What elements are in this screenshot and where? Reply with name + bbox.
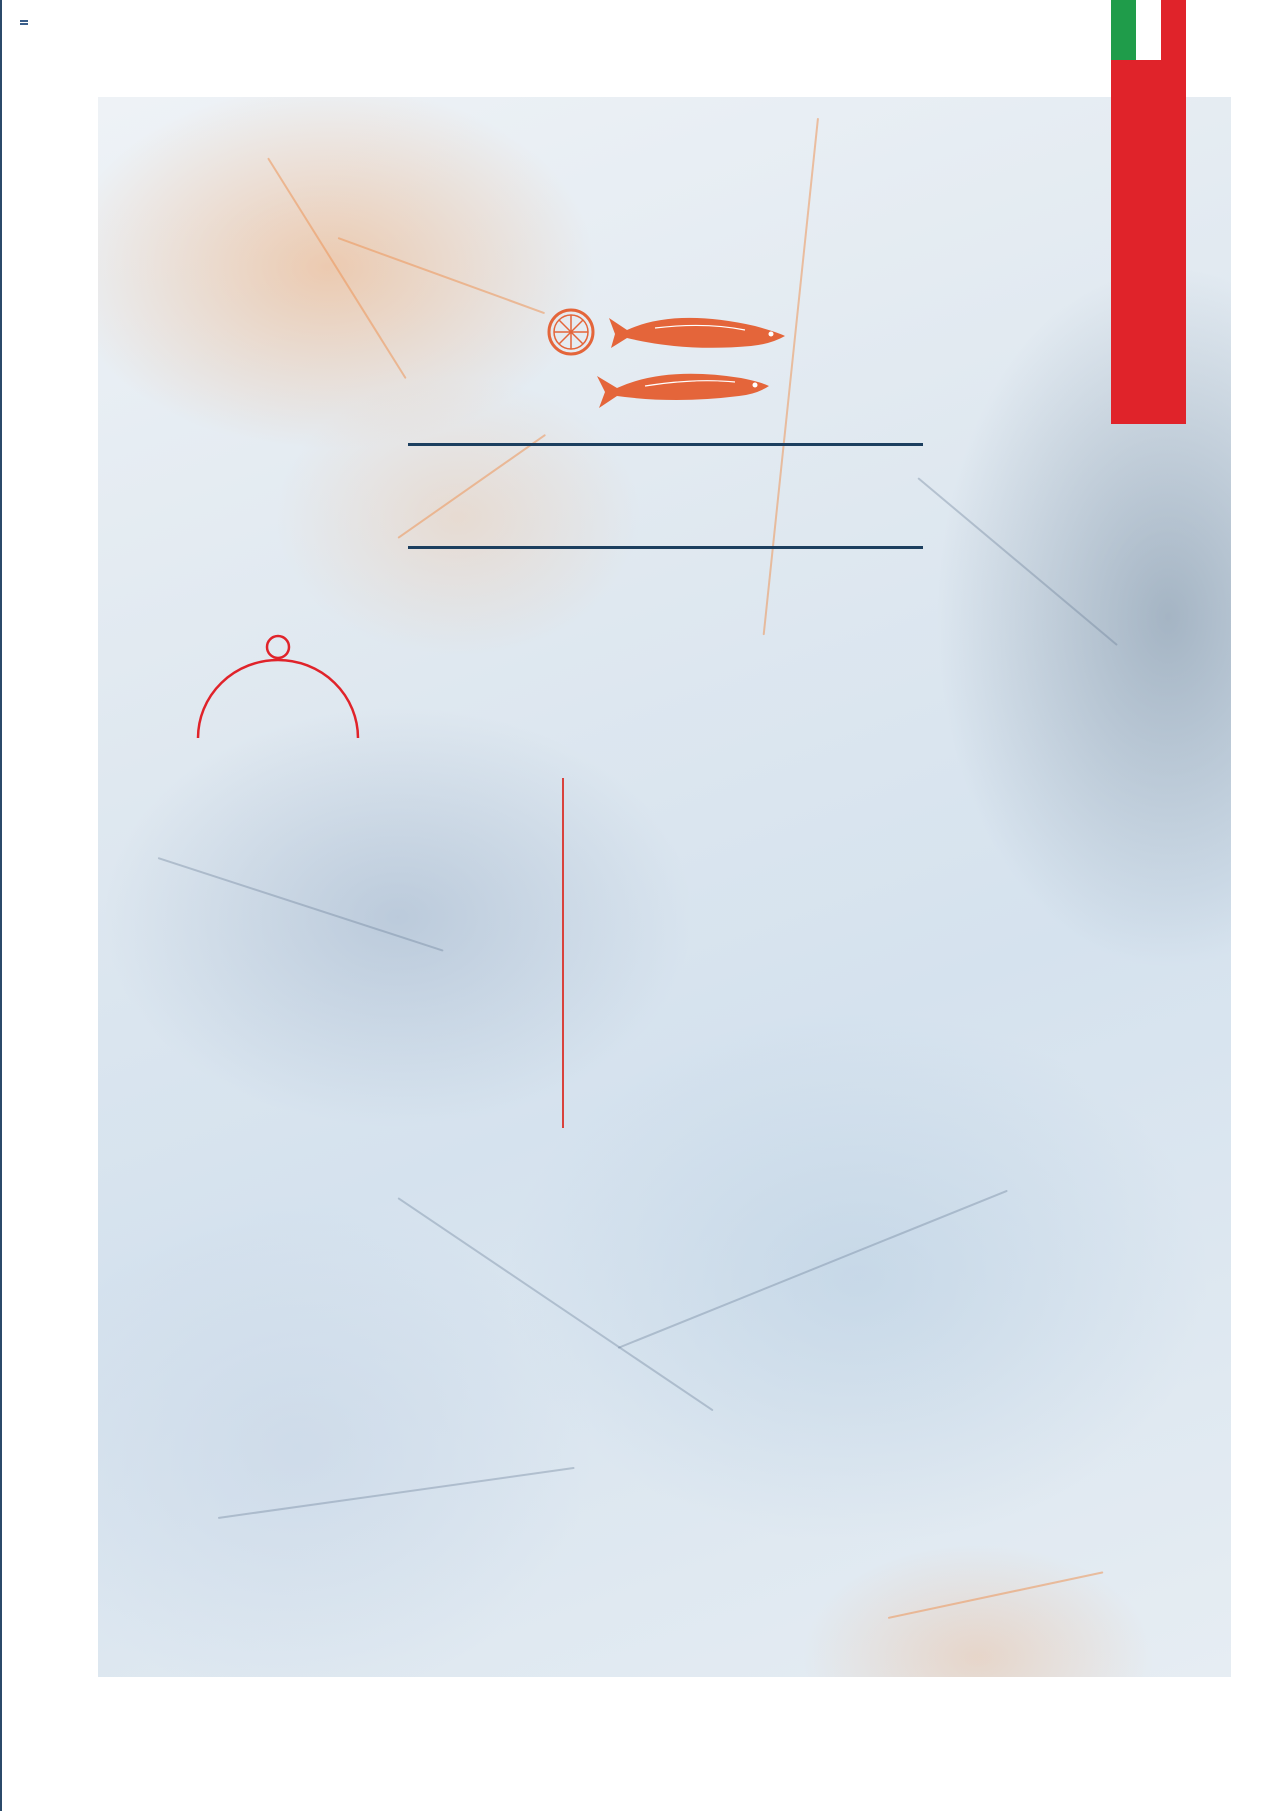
flag-white-stripe — [1136, 0, 1161, 60]
flag-red-stripe — [1161, 0, 1186, 60]
fish-icon — [597, 374, 769, 408]
marble-vein — [618, 1190, 1008, 1349]
fish-icon — [609, 318, 785, 348]
wave-pattern — [98, 1702, 1231, 1752]
marble-vein — [397, 434, 546, 539]
marble-vein — [158, 857, 444, 952]
cloche-icon — [196, 630, 366, 748]
marble-vein — [218, 1467, 575, 1519]
italian-flag-icon — [1111, 0, 1186, 60]
column-divider — [562, 778, 564, 1128]
title-rule-bottom — [408, 546, 923, 549]
marble-vein — [267, 157, 406, 379]
corner-mark-icon — [20, 20, 28, 27]
left-edge-line — [0, 0, 2, 1811]
title-rule-top — [408, 443, 923, 446]
category-side-tab — [1111, 60, 1186, 424]
marble-vein — [917, 477, 1117, 646]
lemon-slice-icon — [549, 310, 593, 354]
fish-illustration — [545, 300, 795, 420]
portions-badge — [196, 630, 366, 748]
flag-green-stripe — [1111, 0, 1136, 60]
marble-vein — [338, 237, 545, 314]
marble-vein — [397, 1197, 713, 1411]
marble-vein — [888, 1571, 1104, 1619]
